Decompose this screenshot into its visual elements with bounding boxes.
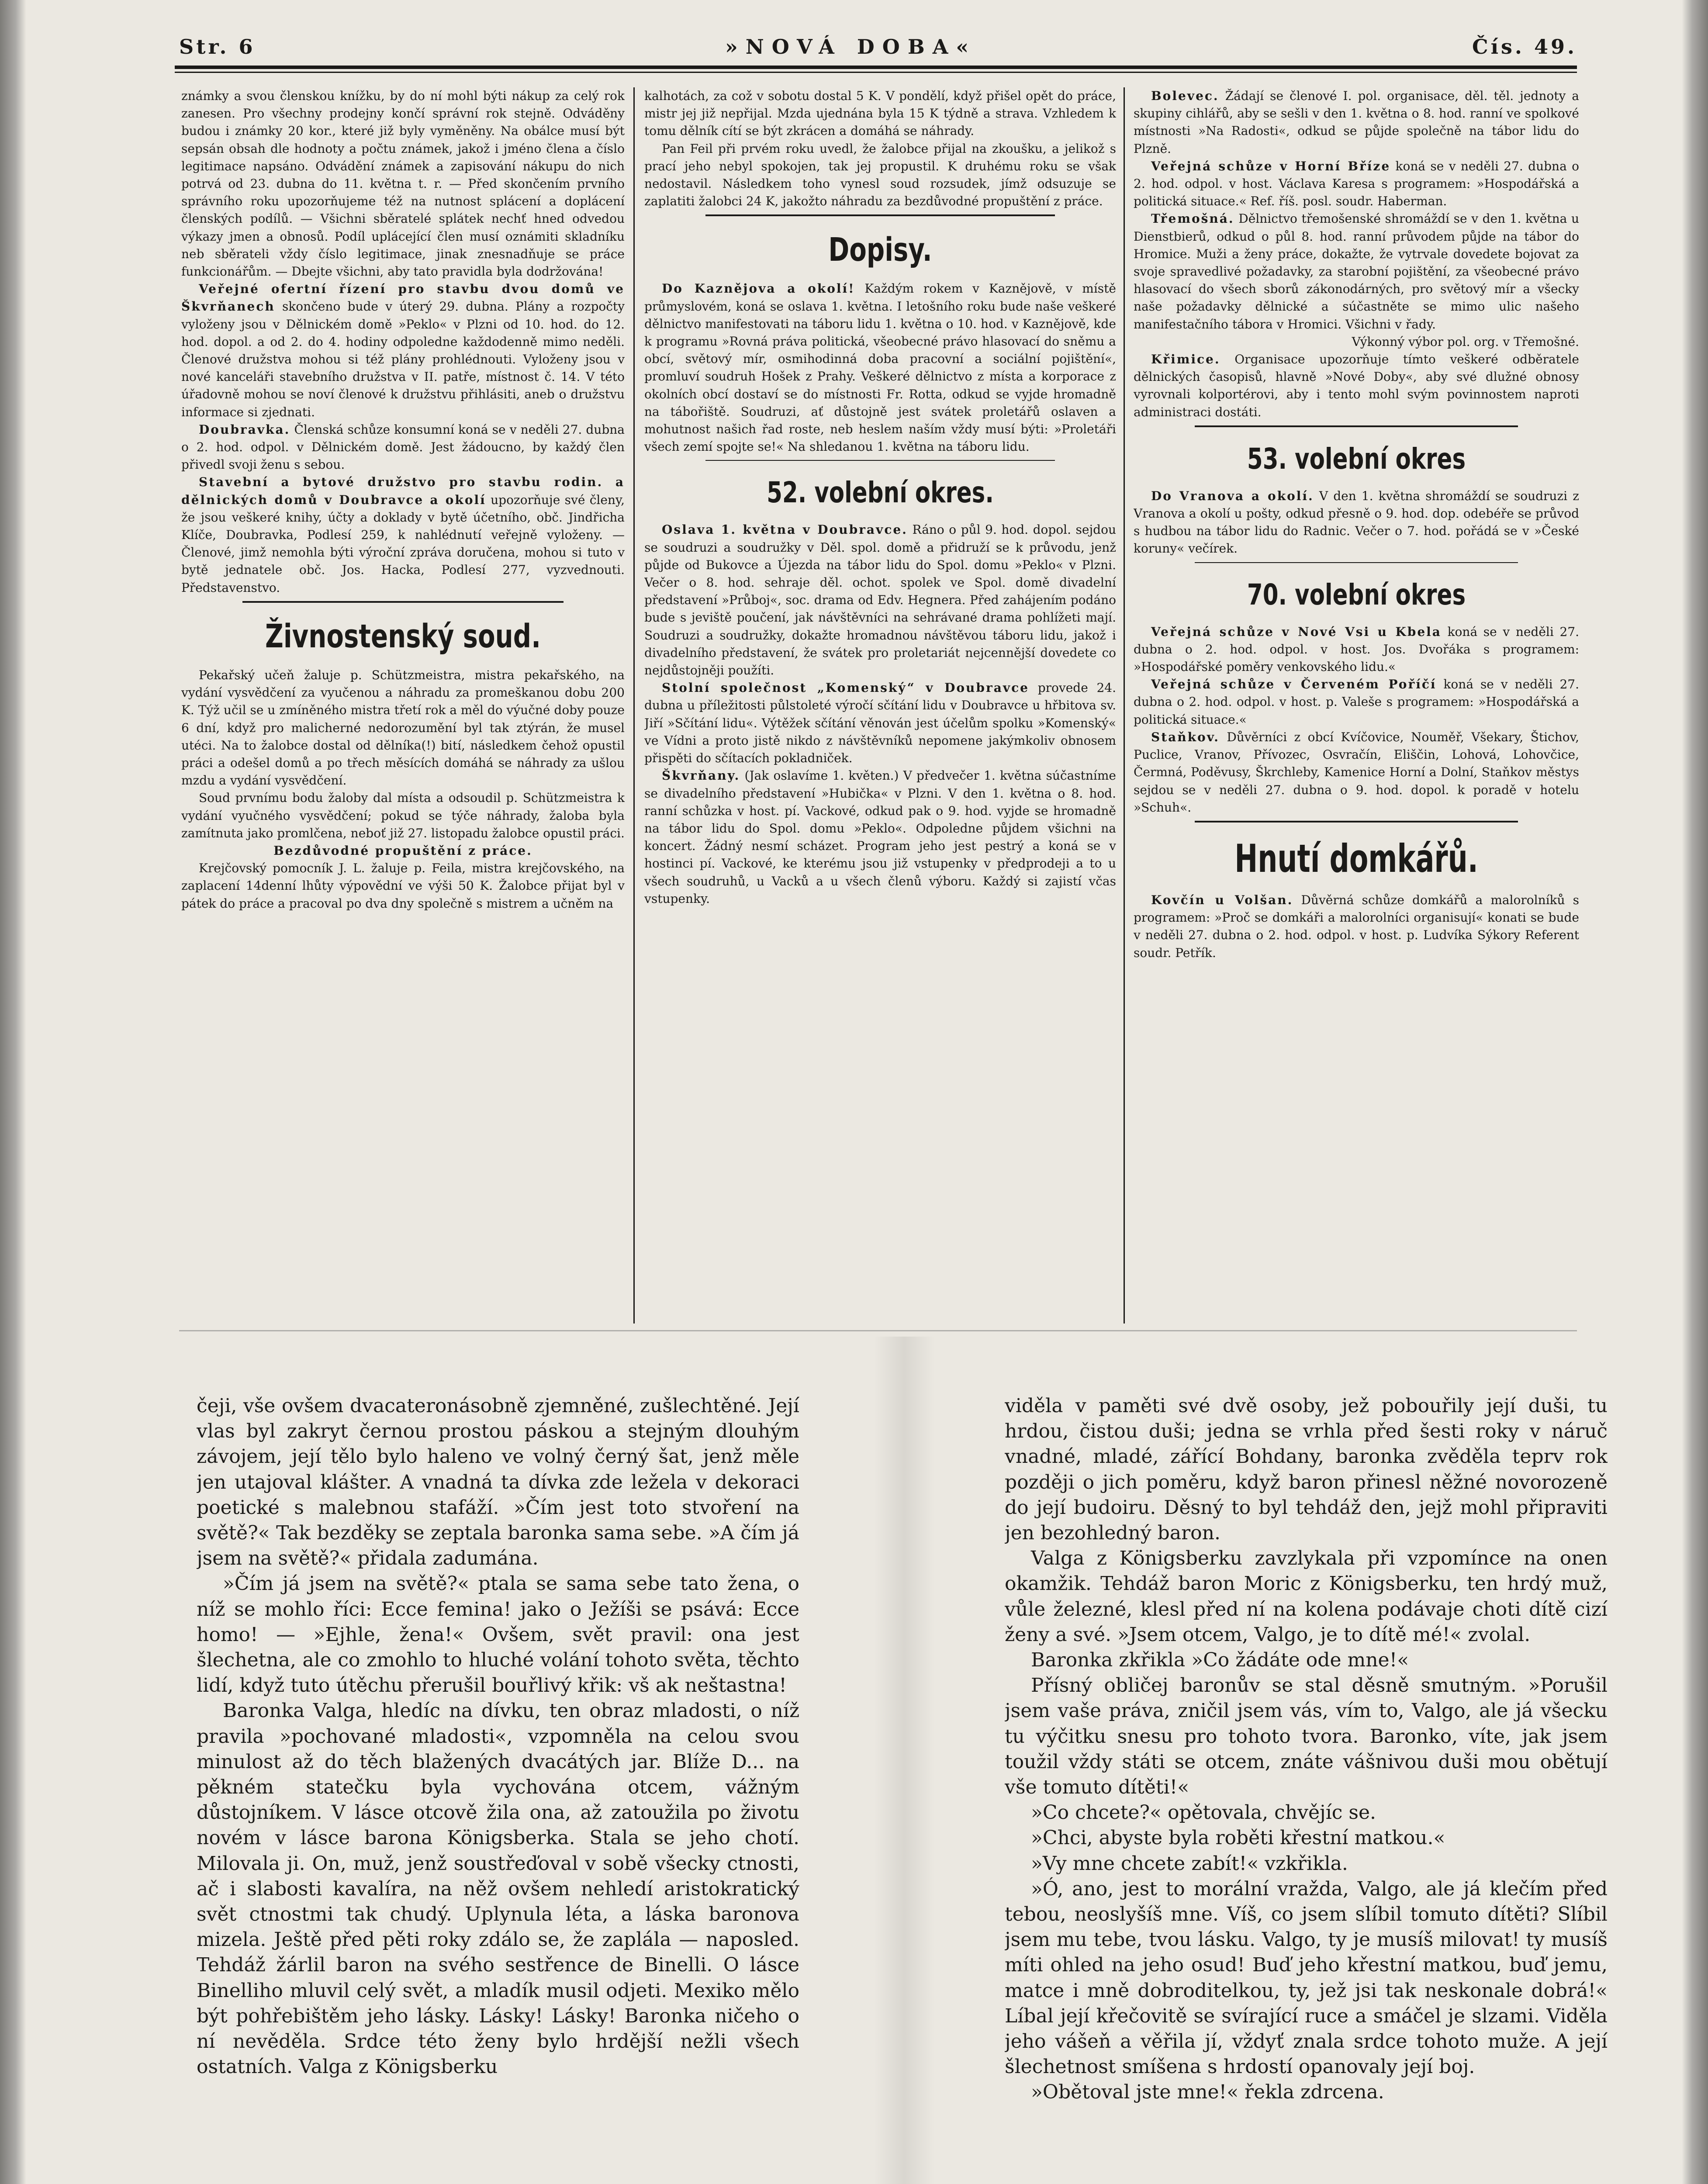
article-text: Dělnictvo třemošenské shromáždí se v den 1. května u Dienstbierů, odkud o půl 8. hod. ranní průvodem půjde na tábor do Hromice. Muži a ženy práce, dokažte, že vytrvale dovedete bojovat za svoje spravedlivé požadavky, za starobní pojištění, za všeobecné právo hlasovací do všech sborů zákonodárných, pro světový mír a všecky naše požadavky dělnické a súčastněte se mimo ulic našeho manifestačního tábora v Hromici. Všichni v řady. [1134,211,1579,332]
article-paragraph [644,521,1116,679]
article-text: provede 24. dubna u příležitosti půlstoleté výročí sčítání lidu v Doubravce u hřbitova sv. Jiří »Sčítání lidu«. Výtěžek sčítání věnován jest účelům spolku »Komenský« ve Vídni a proto jistě nikdo z návštěvníků nepomene jakýmkoliv obnosem přispěti do sčítacích pokladniček. [644,681,1116,766]
article-text: Členská schůze konsumní koná se v neděli 27. dubna o 2. hod. odpol. v Dělnickém domě. Jest žádoucno, by každý člen přivedl svoji ženu s sebou. [181,422,625,472]
novel-paragraph: čeji, vše ovšem dvacateronásobně zjemněné, zušlechtěné. Její vlas byl zakryt černou prostou páskou a stejným dlouhým závojem, její tělo bylo haleno ve volný černý šat, jenž měle jen utajoval klášter. A vnadná ta dívka zde ležela v dekoraci poetické s malebnou stafáží. »Čím jest toto stvoření na světě?« Tak bezděky se zeptala baronka sama sebe. »A čím já jsem na světě?« přidala zadumána. [197,1395,799,1570]
book-gutter [874,1337,935,2184]
article-lead: Kovčín u Volšan. [1151,892,1293,907]
novel-paragraph: »Čím já jsem na světě?« ptala se sama sebe tato žena, o níž se mohlo říci: Ecce femina! jako o Ježíši se psává: Ecce homo! — »Ejhle, žena!« Ovšem, svět pravil: ona jest šlechetna, ale co zmohlo to hluché volání tohoto světa, těchto lidí, když tuto útěchu přerušil bouřlivý křik: vš ak neštastna! [197,1572,799,1697]
article-text: upozorňuje své členy, že jsou veškeré knihy, účty a doklady v bytě účetního, obč. Jindřicha Klíče, Doubravka, Podlesí 259, k nahlédnutí veřejně vyloženy. — Členové, jimž nemohla býti výroční zpráva doručena, mohou si tuto v bytě jednatele obč. Jos. Hacka, Podlesí 277, vyzvednouti. Představenstvo. [181,492,625,595]
article-text: V den 1. května shromáždí se soudruzi z Vranova a okolí u pošty, odkud přesně o 9. hod. dop. odebéře se průvod s hudbou na tábor lidu do Radnic. Večer o 7. hod. pořádá se v »České koruny« večírek. [1134,488,1579,556]
section-heading: 70. volební okres [1247,577,1466,612]
subheading-text: Bezdůvodné propuštění z práce. [273,843,532,858]
section-divider [705,460,1055,461]
article-text: koná se v neděli 27. dubna o 2. hod. odpol. v host. p. Valeše s programem: »Hospodářská a politická situace.« [1134,677,1579,727]
section-divider [1195,425,1518,427]
column-2 [644,87,1116,1324]
article-lead: Do Kaznějova a okolí! [662,281,855,296]
article-text: Ráno o půl 9. hod. dopol. sejdou se soudruzi a soudružky v Děl. spol. domě a přidruží se k průvodu, jenž půjde od Bukovce a Újezda na tábor lidu do Spol. domu »Peklo« v Plzni. Večer o 8. hod. sehraje děl. ochot. spolek ve Spol. domě divadelní představení »Průboj«, soc. drama od Edv. Hegnera. Před zahájením podáno bude s jeviště poučení, jak návštěvníci na sehrávané drama pohlížeti mají. Soudruzi a soudružky, dokažte hromadnou návštěvou táboru lidu, jakož i divadelního představení, že svátek pro proletariát nejcennější dovedete co nejdůstojněji použíti. [644,522,1116,678]
paper-title: »NOVÁ DOBA« [725,35,977,59]
article-lead: Doubravka. [199,422,290,437]
novel-paragraph: viděla v paměti své dvě osoby, jež pobouřily její duši, tu hrdou, čistou duši; jedna se vrhla před šesti roky v náruč vnadné, mladé, zářící Bohdany, baronka zvěděla teprv rok později o jich poměru, když baron přinesl něžné novorozeně do její budoiru. Děsný to byl tehdáž den, jejž mohl připraviti jen bezohledný baron. [1005,1395,1608,1545]
page-label: Str. 6 [179,35,256,59]
issue-label: Čís. 49. [1472,35,1577,59]
signature-line: Výkonný výbor pol. org. v Třemošné. [1352,334,1579,349]
article-paragraph [1134,158,1579,211]
article-paragraph [644,767,1116,908]
article-text: koná se v neděli 27. dubna o 2. hod. odpol. v host. Václava Karesa s programem: »Hospodářská a politická situace.« Ref. říš. posl. soudr. Haberman. [1134,159,1579,209]
book-page-left [197,1393,799,2184]
article-lead: Veřejná schůze v Nové Vsi u Kbela [1151,624,1442,639]
article-paragraph [644,280,1116,456]
novel-paragraph: Přísný obličej baronův se stal děsně smutným. »Porušil jsem vaše práva, zničil jsem vás, vím to, Valgo, ale já všecku tu výčitku snesu pro tohoto tvora. Baronko, víte, jak jsem toužil vždy státi se otcem, znáte vášnivou duši mou obětují vše tomuto dítěti!« [1005,1674,1608,1799]
article-lead: Křimice. [1151,352,1220,367]
article-lead: Veřejné ofertní řízení pro stavbu dvou domů ve Škvrňanech [181,282,625,314]
article-paragraph [181,421,625,474]
article-paragraph [1134,87,1579,158]
article-paragraph: Krejčovský pomocník J. L. žaluje p. Feila, mistra krejčovského, na zaplacení 14denní lhůty výpovědní ve výši 50 K. Žalobce přijat byl v pátek do práce a pracoval po dva dny společně s mistrem a učněm na [181,861,625,911]
article-paragraph: Pan Feil při prvém roku uvedl, že žalobce přijal na zkoušku, a jelikož s prací jeho nebyl spokojen, tak jej propustil. K druhému roku se však nedostavil. Následkem toho vynesl soud rozsudek, jímž odsuzuje se zaplatiti žalobci 24 K, jakožto náhradu za bezdůvodné propuštění z práce. [644,141,1116,209]
article-paragraph [1134,487,1579,558]
article-text: Žádají se členové I. pol. organisace, děl. těl. jednoty a skupiny cihlářů, aby se sešli v den 1. května o 8. hod. ranní ve spolkové místnosti »Na Radosti«, odkud se půjde společně na tábor lidu do Plzně. [1134,89,1579,156]
column-3 [1134,87,1579,1324]
column-1 [181,87,625,1324]
article-paragraph [1134,351,1579,421]
section-divider [1195,562,1518,563]
book-page-right [1005,1393,1608,2184]
article-paragraph [1134,623,1579,676]
novel-paragraph: »Co chcete?« opětovala, chvějíc se. [1031,1801,1376,1824]
article-text: Organisace upozorňuje tímto veškeré odběratele dělnických časopisů, hlavně »Nové Doby«, aby své dlužné obnosy vyrovnali kolportérovi, aby i tento mohl svým povinnostem naproti administraci dostáti. [1134,352,1579,419]
article-text: skončeno bude v úterý 29. dubna. Plány a rozpočty vyloženy jsou v Dělnickém domě »Peklo« v Plzni od 10. hod. do 12. hod. dopol. a od 2. do 4. hodiny odpoledne každodenně mimo neděli. Členové družstva mohou si též plány prohlédnouti. Vyloženy jsou v nové kanceláři stavebního družstva v II. patře, místnost č. 14. V této úřadovně mohou se noví členové k družstvu přihlásiti, aneb o družstvu informace si zjednati. [181,299,625,419]
article-text: koná se v neděli 27. dubna o 2. hod. odpol. v host. Jos. Dvořáka s programem: »Hospodářské poměry venkovského lidu.« [1134,624,1579,674]
novel-paragraph: »Ó, ano, jest to morální vražda, Valgo, ale já klečím před tebou, neoslyšíš mne. Víš, co jsem slíbil tomuto dítěti? Slíbil jsem mu tebe, tvou lásku. Valgo, ty je musíš milovat! ty musíš míti ohled na jeho osud! Buď jeho křestní matkou, buď jemu, matce i mně dobroditelkou, ty, jež jsi tak neskonale dobrá!« Líbal její křečovitě se svírající ruce a smáčel je slzami. Viděla jeho vášeň a věřila jí, vždyť znala srdce tohoto muže. A její šlechetnost smíšena s hrdostí opanovaly její boj. [1005,1877,1608,2078]
article-lead: Stavební a bytové družstvo pro stavbu rodin. a dělnických domů v Doubravce a okolí [181,475,625,507]
article-lead: Stolní společnost „Komenský“ v Doubravce [662,681,1029,695]
novel-paragraph: »Vy mne chcete zabít!« vzkřikla. [1031,1852,1348,1875]
article-lead: Oslava 1. května v Doubravce. [662,522,908,537]
article-text: Důvěrná schůze domkářů a malorolníků s programem: »Proč se domkáři a malorolníci organisují« konati se bude v neděli 27. dubna o 2. hod. odpol. v host. p. Ludvíka Sýkory Referent soudr. Petřík. [1134,892,1579,960]
article-paragraph: známky a svou členskou knížku, by do ní mohl býti nákup za celý rok zanesen. Pro všechny prodejny končí správní rok stejně. Odváděny budou i známky 20 kor., které již byly vyměněny. Na obálce musí být sepsán obsah dle hodnoty a počtu známek, jakož i jméno člena a číslo legitimace napsáno. Odvádění známek a zapisování nákupu do nich potrvá od 23. dubna do 11. května t. r. — Před skončením prvního správního roku upozorňujeme též na nutnost splácení a doplácení členských podílů. — Všichni sběratelé splátek nechť hned odvedou výkazy jmen a obnosů. Podíl uplácející člen musí oznámiti skladníku neb sběrateli vždy číslo legitimace, jinak znesnadňuje se práce funkcionářům. — Dbejte všichni, aby tato pravidla byla dodržována! [181,89,625,279]
novel-paragraph: Baronka Valga, hledíc na dívku, ten obraz mladosti, o níž pravila »pochované mladosti«, vzpomněla na celou svou minulost až do těch blažených dvacátých jar. Blíže D... na pěkném statečku byla vychována otcem, vážným důstojníkem. V lásce otcově žila ona, až zatoužila po životu novém v lásce barona Königsberka. Stala se jeho chotí. Milovala ji. On, muž, jenž soustřeďoval v sobě všecky ctnosti, ač i slabosti kavalíra, na něž ovšem nehledí aristokratický svět ctnostmi tak chudý. Uplynula léta, a láska baronova mizela. Ještě před pěti roky zdálo se, že zaplála — naposled. Tehdáž žárlil baron na svého sestřence de Binelli. O lásce Binelliho mluvil celý svět, a mladík musil odjeti. Mexiko mělo být pohřebištěm jeho lásky. Lásky! Lásky! Baronka ničeho o ní nevěděla. Srdce této ženy bylo hrdější nežli všech ostatních. Valga z Königsberku [197,1700,799,2078]
section-divider [1195,821,1518,822]
article-text: Důvěrníci z obcí Kvíčovice, Nouměř, Všekary, Štichov, Puclice, Vranov, Přívozec, Osvračín, Eliščin, Lohová, Lohovčice, Čermná, Poděvusy, Škrchleby, Kamenice Horní a Dolní, Staňkov městys sejdou se v neděli 27. dubna o 9. hod. dopol. k poradě v hotelu »Schuh«. [1134,729,1579,815]
article-lead: Staňkov. [1151,729,1220,744]
article-lead: Do Vranova a okolí. [1151,488,1314,503]
article-paragraph: Pekařský učeň žaluje p. Schützmeistra, mistra pekařského, na vydání vysvědčení za vyučenou a náhradu za promeškanou dobu 200 K. Týž učil se u zmíněného mistra třetí rok a měl do výučné doby pouze 6 dní, když pro malicherné nedorozumění byl tak ztýrán, že musel utéci. Na to žalobce dostal od dělníka(!) bití, následkem čehož opustil práci a odešel domů a po třech měsících domáhá se náhrady za ušlou mzdu a vydání vysvědčení. [181,667,625,788]
article-lead: Veřejná schůze v Horní Bříze [1151,159,1391,173]
article-lead: Třemošná. [1151,211,1234,226]
novel-paragraph: Valga z Königsberku zavzlykala při vzpomínce na onen okamžik. Tehdáž baron Moric z Königsberku, ten hrdý muž, vůle železné, klesl před ní na kolena podávaje choti dítě cizí ženy a své. »Jsem otcem, Valgo, je to dítě mé!« zvolal. [1005,1547,1608,1646]
article-lead: Škvrňany. [662,768,740,783]
column-divider [633,87,635,1324]
section-heading: Živnostenský soud. [265,617,541,655]
novel-paragraph: Baronka zkřikla »Co žádáte ode mne!« [1031,1649,1409,1672]
section-heading: Dopisy. [828,231,932,269]
novel-paragraph: »Obětoval jste mne!« řekla zdrcena. [1031,2081,1384,2104]
article-paragraph [1134,676,1579,729]
column-divider [1124,87,1125,1324]
article-paragraph [644,679,1116,767]
page-header [179,35,1577,66]
article-paragraph [1134,210,1579,333]
article-text: Každým rokem v Kaznějově, v místě průmyslovém, koná se oslava 1. května. I letošního roku bude naše veškeré dělnictvo manifestovati na táboru lidu 1. května o 10. hod. v Kaznějově, kde k programu »Rovná práva politická, všeobecné právo hlasovací do sněmu a obcí, světový mír, osmihodinná doba pracovní a sociální pojištění«, promluví soudruh Hošek z Prahy. Veškeré dělnictvo z místa a korporace z okolních obcí dostaví se do místnosti Fr. Rotta, odkud se vyjde hromadně na tábořiště. Soudruzi, ať důstojně jest svátek proletářů oslaven a mohutnost našich řad roste, neb heslem naším vždy musí býti: »Proletáři všech zemí spojte se!« Na shledanou 1. května na táboru lidu. [644,281,1116,454]
fold-rule [179,1330,1577,1331]
article-lead: Veřejná schůze v Červeném Poříčí [1151,677,1437,692]
section-heading: 53. volební okres [1247,442,1466,476]
article-paragraph [1134,892,1579,962]
novel-paragraph: »Chci, abyste byla roběti křestní matkou.« [1031,1827,1445,1849]
section-heading: Hnutí domkářů. [1234,836,1478,881]
section-heading: 52. volební okres. [767,476,994,510]
article-paragraph: Soud prvnímu bodu žaloby dal místa a odsoudil p. Schützmeistra k vydání vyučného vysvědčení; pokud se týče náhrady, žaloba byla zamítnuta jako promlčena, neboť již 27. listopadu žalobce opustil práci. [181,791,625,840]
article-paragraph: kalhotách, za což v sobotu dostal 5 K. V pondělí, když přišel opět do práce, mistr jej již nepřijal. Mzda ujednána byla 15 K týdně a strava. Vzhledem k tomu dělník cítí se být zkrácen a domáhá se náhrady. [644,89,1116,138]
header-rule [175,66,1577,69]
article-paragraph [181,280,625,421]
article-lead: Bolevec. [1151,89,1219,103]
header-rule-thin [175,72,1577,73]
scan-edge-right [1682,0,1708,2184]
article-text: (Jak oslavíme 1. květen.) V předvečer 1. května súčastníme se divadelního představení »Hubička« v Plzni. V den 1. května o 8. hod. ranní schůzka v host. pí. Vackové, odkud pak o 9. hod. vyjde se hromadně na tábor lidu do Spol. domu »Peklo«. Odpoledne půjdem všichni na koncert. Žádný nesmí scházet. Program jeho jest pestrý a koná se v hostinci pí. Vackové, ke kterému jsou již vstupenky v předprodeji a to u všech soudruhů, u Vacků a u všech členů výboru. Každý si zajistí včas vstupenky. [644,768,1116,906]
section-divider [242,601,564,603]
scan-edge-left [0,0,26,2184]
article-paragraph [1134,729,1579,816]
section-divider [705,214,1055,216]
subheading [181,842,625,860]
article-paragraph [181,473,625,596]
